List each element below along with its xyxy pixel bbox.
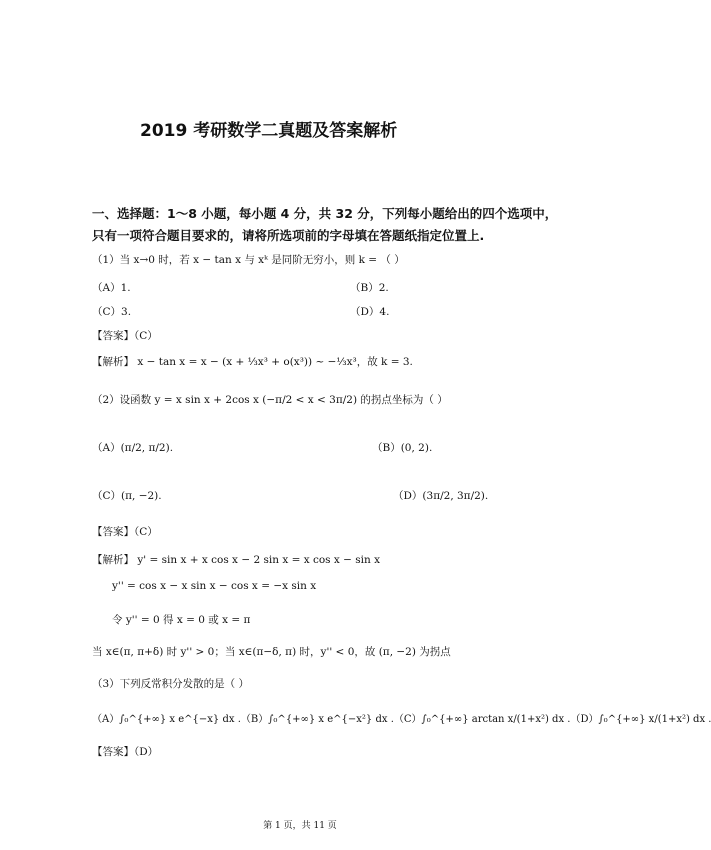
q2-option-a: （A）(π/2, π/2). bbox=[92, 442, 174, 454]
page-footer: 第 1 页，共 11 页 bbox=[263, 821, 337, 831]
page-title: 2019 考研数学二真题及答案解析 bbox=[140, 121, 398, 141]
q3-answer: 【答案】（D） bbox=[92, 746, 159, 758]
q1-stem: （1）当 x→0 时，若 x − tan x 与 xᵏ 是同阶无穷小，则 k = （ ） bbox=[92, 254, 405, 266]
q2-analysis-1: 【解析】 y' = sin x + x cos x − 2 sin x = x cos x − sin x bbox=[92, 554, 381, 566]
section-heading-line1: 一、选择题：1～8 小题，每小题 4 分，共 32 分，下列每小题给出的四个选项中， bbox=[92, 206, 558, 221]
q2-answer: 【答案】（C） bbox=[92, 526, 158, 538]
q1-answer: 【答案】（C） bbox=[92, 330, 158, 342]
q3-options: （A）∫₀^{+∞} x e^{−x} dx .（B）∫₀^{+∞} x e^{−x²} dx .（C）∫₀^{+∞} arctan x/(1+x²) dx .（D）∫₀^{+∞} x/(1+x²) dx . bbox=[92, 714, 711, 725]
q2-option-d: （D）(3π/2, 3π/2). bbox=[393, 490, 489, 502]
q3-stem: （3）下列反常积分发散的是（ ） bbox=[92, 678, 250, 690]
q1-option-c: （C）3. bbox=[92, 306, 132, 318]
section-heading-line2: 只有一项符合题目要求的，请将所选项前的字母填在答题纸指定位置上. bbox=[92, 228, 485, 243]
q1-option-b: （B）2. bbox=[350, 282, 389, 294]
q2-stem: （2）设函数 y = x sin x + 2cos x (−π/2 < x < 3π/2) 的拐点坐标为（ ） bbox=[92, 394, 448, 406]
q1-option-a: （A）1. bbox=[92, 282, 131, 294]
q2-analysis-4: 当 x∈(π, π+δ) 时 y'' > 0；当 x∈(π−δ, π) 时，y'' < 0，故 (π, −2) 为拐点 bbox=[92, 646, 451, 658]
q1-option-d: （D）4. bbox=[350, 306, 390, 318]
q2-analysis-3: 令 y'' = 0 得 x = 0 或 x = π bbox=[112, 614, 251, 626]
q1-analysis: 【解析】 x − tan x = x − (x + ⅓x³ + o(x³)) ~ −⅓x³，故 k = 3. bbox=[92, 356, 413, 368]
q2-option-b: （B）(0, 2). bbox=[372, 442, 433, 454]
q2-analysis-2: y'' = cos x − x sin x − cos x = −x sin x bbox=[112, 580, 317, 592]
q2-option-c: （C）(π, −2). bbox=[92, 490, 162, 502]
